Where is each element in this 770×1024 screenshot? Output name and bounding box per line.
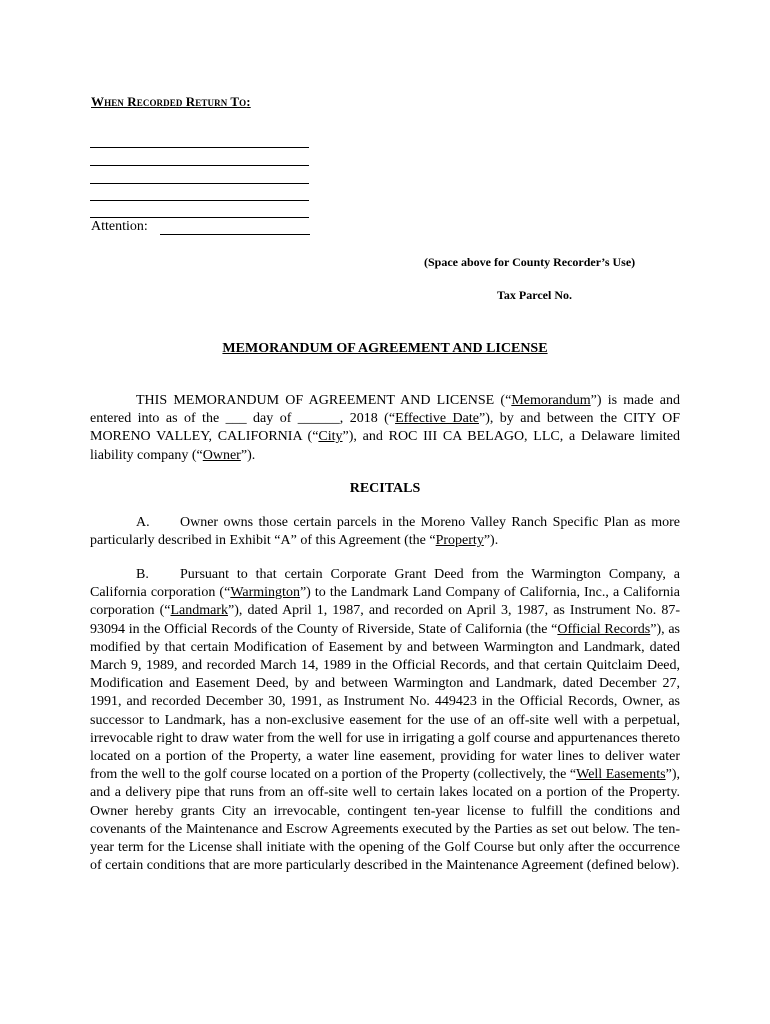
defined-term-well-easements: Well Easements <box>576 767 666 783</box>
document-title: MEMORANDUM OF AGREEMENT AND LICENSE <box>222 341 548 356</box>
defined-term-city: City <box>318 429 343 445</box>
return-address-line <box>90 183 309 184</box>
intro-paragraph: THIS MEMORANDUM OF AGREEMENT AND LICENSE (“Memorandum”) is made and entered into as of the ___ day of ______, 2018 (“Effective Date”), by and between the CITY OF MORENO VALLEY, CALIFORNIA (“City”), and ROC III CA BELAGO, LLC, a Delaware limited liability company (“Owner”). <box>90 393 681 463</box>
return-to-heading: When Recorded Return To: <box>91 94 251 109</box>
defined-term-landmark: Landmark <box>170 603 229 619</box>
tax-parcel-label: Tax Parcel No. <box>497 288 572 302</box>
recital-b: B. Pursuant to that certain Corporate Grant Deed from the Warmington Company, a California corporation (“Warmington”) to the Landmark Land Company of California, Inc., a California corporation (“Landmark”), dated April 1, 1987, and recorded on April 3, 1987, as Instrument No. 87-93094 in the Official Records of the County of Riverside, State of California (the “Official Records”), as modified by that certain Modification of Easement by and between Warmington and Landmark, dated March 9, 1989, and recorded March 14, 1989 in the Official Records, and that certain Quitclaim Deed, Modification and Easement Deed, by and between Warmington and Landmark, dated December 27, 1991, and recorded December 30, 1991, as Instrument No. 449423 in the Official Records, Owner, as successor to Landmark, has a non-exclusive easement for the use of an off-site well with a perpetual, irrevocable right to draw water from the well for use in irrigating a golf course and appurtenances thereto located on a portion of the Property, a water line easement, providing for water lines to deliver water from the well to the golf course located on a portion of the Property (collectively, the “Well Easements”), and a delivery pipe that runs from an off-site well to certain lakes located on a portion of the Property. Owner hereby grants City an irrevocable, contingent ten-year license to fulfill the conditions and covenants of the Maintenance and Escrow Agreements executed by the Parties as set out below. The ten-year term for the License shall initiate with the opening of the Golf Course but only after the occurrence of certain conditions that are more particularly described in the Maintenance Agreement (defined below). <box>90 567 680 874</box>
recorder-use-note: (Space above for County Recorder’s Use) <box>424 255 636 269</box>
return-address-line <box>90 200 309 201</box>
defined-term-effective-date: Effective Date <box>395 411 479 427</box>
return-address-line <box>90 165 309 166</box>
defined-term-official-records: Official Records <box>557 621 651 637</box>
recital-letter: A. <box>136 515 150 530</box>
recital-letter: B. <box>136 567 149 582</box>
attention-label: Attention: <box>91 219 148 234</box>
defined-term-warmington: Warmington <box>230 585 300 601</box>
return-address-line <box>90 147 309 148</box>
recital-a: A. Owner owns those certain parcels in the Moreno Valley Ranch Specific Plan as more particularly described in Exhibit “A” of this Agreement (the “Property”). <box>90 515 680 549</box>
defined-term-memorandum: Memorandum <box>511 393 591 408</box>
attention-line <box>160 234 310 235</box>
return-address-line <box>90 217 309 218</box>
recitals-heading: RECITALS <box>349 481 421 496</box>
defined-term-property: Property <box>435 533 484 549</box>
defined-term-owner: Owner <box>202 447 241 463</box>
